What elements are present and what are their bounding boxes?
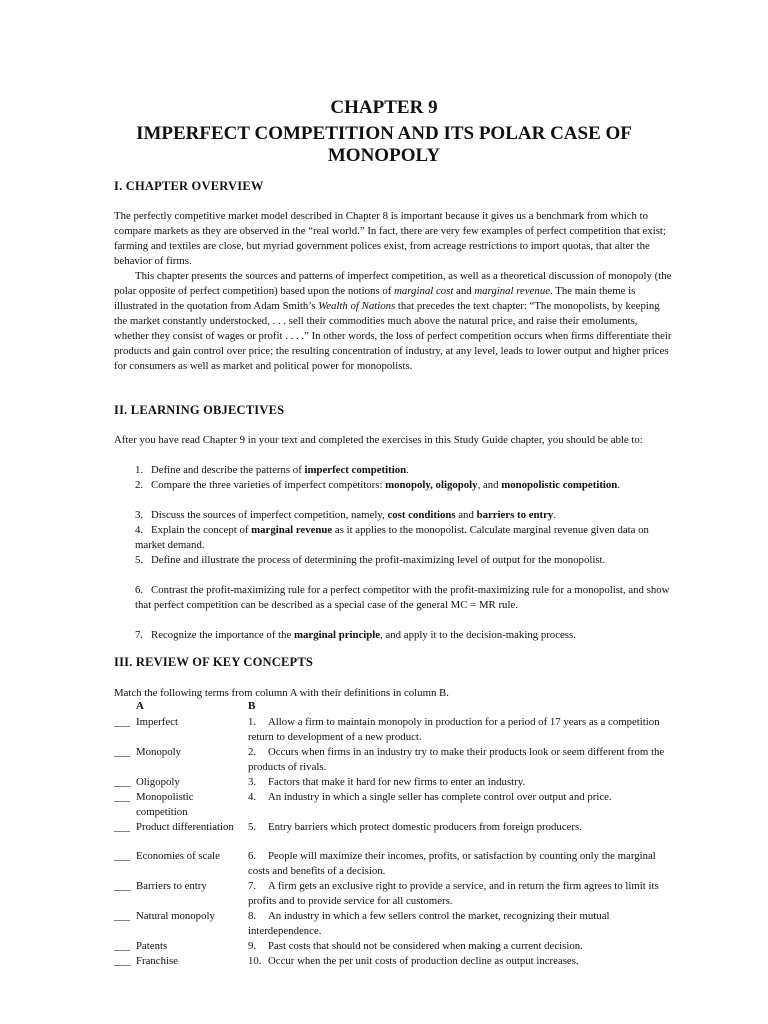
term-label: Franchise	[136, 955, 178, 967]
objective-item: 4. Explain the concept of marginal revenue as it applies to the monopolist. Calculate marginal revenue given data on market demand.	[135, 524, 649, 551]
definition-text: 5. Entry barriers which protect domestic producers from foreign producers.	[248, 821, 582, 833]
column-a-header: A	[136, 700, 144, 712]
definition-text: 1. Allow a firm to maintain monopoly in production for a period of 17 years as a competition return to development of a new product.	[248, 716, 660, 743]
section-heading-objectives: II. LEARNING OBJECTIVES	[114, 403, 285, 417]
definition-text: 10. Occur when the per unit costs of production decline as output increases.	[248, 955, 579, 967]
term-label: Imperfect	[136, 716, 178, 728]
objective-item: 2. Compare the three varieties of imperfect competitors: monopoly, oligopoly, and monopolistic competition.	[135, 479, 621, 491]
definition-text: 4. An industry in which a single seller has complete control over output and price.	[248, 791, 612, 803]
answer-blank[interactable]: ___	[114, 850, 131, 862]
answer-blank[interactable]: ___	[114, 821, 131, 833]
answer-blank[interactable]: ___	[114, 791, 131, 803]
objective-item: 3. Discuss the sources of imperfect competition, namely, cost conditions and barriers to entry.	[135, 509, 557, 521]
term-label: Economies of scale	[136, 850, 220, 862]
term-label: Oligopoly	[136, 776, 180, 788]
column-b-header: B	[248, 700, 256, 712]
definition-text: 2. Occurs when firms in an industry try to make their products look or seem different from the products of rivals.	[248, 746, 665, 773]
term-label: Barriers to entry	[136, 880, 207, 892]
term-label: Monopolistic competition	[136, 791, 194, 818]
definition-text: 7. A firm gets an exclusive right to provide a service, and in return the firm agrees to limit its profits and to provide service for all customers.	[248, 880, 659, 907]
term-label: Natural monopoly	[136, 910, 215, 922]
answer-blank[interactable]: ___	[114, 955, 131, 967]
definition-text: 3. Factors that make it hard for new firms to enter an industry.	[248, 776, 526, 788]
answer-blank[interactable]: ___	[114, 880, 131, 892]
answer-blank[interactable]: ___	[114, 910, 131, 922]
objective-item: 1. Define and describe the patterns of imperfect competition.	[135, 464, 409, 476]
answer-blank[interactable]: ___	[114, 716, 131, 728]
definition-text: 6. People will maximize their incomes, profits, or satisfaction by counting only the marginal costs and benefits of a decision.	[248, 850, 656, 877]
chapter-title-line2: MONOPOLY	[327, 145, 441, 166]
objective-item: 6. Contrast the profit-maximizing rule for a perfect competitor with the profit-maximizing rule for a monopolist, and show that perfect competition can be described as a special case of the general MC = MR rule.	[135, 584, 670, 611]
definition-text: 8. An industry in which a few sellers control the market, recognizing their mutual interdependence.	[248, 910, 610, 937]
term-label: Product differentiation	[136, 821, 234, 833]
chapter-title-line1: IMPERFECT COMPETITION AND ITS POLAR CASE OF	[136, 123, 632, 144]
answer-blank[interactable]: ___	[114, 776, 131, 788]
term-label: Patents	[136, 940, 168, 952]
objective-item: 7. Recognize the importance of the marginal principle, and apply it to the decision-making process.	[135, 629, 576, 641]
chapter-number: CHAPTER 9	[330, 97, 438, 118]
section-heading-key-concepts: III. REVIEW OF KEY CONCEPTS	[114, 655, 314, 669]
answer-blank[interactable]: ___	[114, 746, 131, 758]
definition-text: 9. Past costs that should not be considered when making a current decision.	[248, 940, 583, 952]
key-concepts-intro: Match the following terms from column A with their definitions in column B.	[114, 687, 449, 699]
section-heading-overview: I. CHAPTER OVERVIEW	[114, 179, 264, 193]
overview-paragraph-1: The perfectly competitive market model described in Chapter 8 is important because it gives us a benchmark from which to compare markets as they are observed in the “real world.” In fact, there are very few examples of perfect competition that exist; farming and textiles are close, but myriad government polices exist, from acreage restrictions to import quotas, that alter the behavior of firms.	[114, 210, 666, 267]
objective-item: 5. Define and illustrate the process of determining the profit-maximizing level of output for the monopolist.	[135, 554, 606, 566]
objectives-intro: After you have read Chapter 9 in your text and completed the exercises in this Study Guide chapter, you should be able to:	[114, 434, 643, 446]
answer-blank[interactable]: ___	[114, 940, 131, 952]
overview-paragraph-2: This chapter presents the sources and patterns of imperfect competition, as well as a theoretical discussion of monopoly (the polar opposite of perfect competition) based upon the notions of marginal cost and marginal revenue. The main theme is illustrated in the quotation from Adam Smith’s Wealth of Nations that precedes the text chapter: “The monopolists, by keeping the market constantly understocked, . . . sell their commodities much above the natural price, and raise their emoluments, whether they consist of wages or profit . . . .” In other words, the loss of perfect competition occurs when firms differentiate their products and gain control over price; the resulting concentration of industry, at any level, leads to lower output and higher prices for consumers as well as market and political power for monopolists.	[114, 270, 672, 372]
term-label: Monopoly	[136, 746, 181, 758]
